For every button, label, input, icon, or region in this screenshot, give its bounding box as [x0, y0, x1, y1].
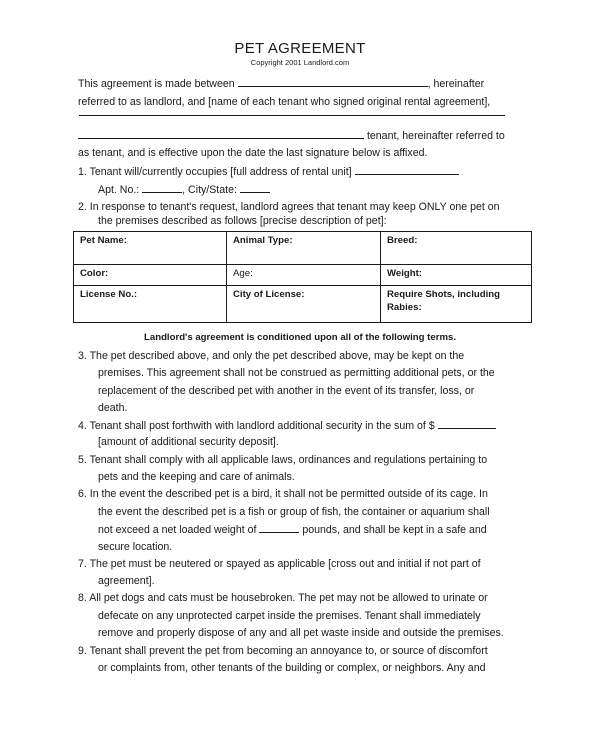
rental-address-field[interactable] [355, 165, 459, 175]
security-amount-field[interactable] [438, 419, 496, 429]
intro-line-3: tenant, hereinafter referred to [78, 129, 505, 143]
item-6-line-2: the event the described pet is a fish or group of fish, the container or aquarium shall [98, 506, 490, 518]
item-1-line-1: 1. Tenant will/currently occupies [full address of rental unit] [78, 165, 459, 179]
table-row [74, 265, 532, 286]
tenant-name-line-1[interactable] [79, 115, 505, 116]
item-8-line-3: remove and properly dispose of any and all pet waste inside and outside the premises. [98, 627, 504, 639]
age-cell[interactable]: Age: [227, 265, 381, 286]
city-state-field[interactable] [240, 183, 270, 193]
item-1-line-2: Apt. No.: , City/State: [98, 183, 270, 197]
item-9-line-2: or complaints from, other tenants of the building or complex, or neighbors. Any and [98, 662, 486, 674]
item-3-line-3: replacement of the described pet with another in the event of its transfer, loss, or [98, 385, 475, 397]
table-row [74, 232, 532, 265]
city-of-license-cell[interactable]: City of License: [227, 286, 381, 323]
item-6-line-1: 6. In the event the described pet is a bird, it shall not be permitted outside of its cage. In [78, 488, 488, 500]
intro-line-4: as tenant, and is effective upon the date the last signature below is affixed. [78, 147, 428, 159]
item-6-line-3: not exceed a net loaded weight of pounds, and shall be kept in a safe and [98, 524, 487, 536]
pet-description-table [73, 231, 532, 323]
animal-type-cell[interactable]: Animal Type: [227, 232, 381, 265]
item-8-line-2: defecate on any unprotected carpet inside the premises. Tenant shall immediately [98, 610, 481, 622]
conditions-heading: Landlord's agreement is conditioned upon all of the following terms. [144, 332, 456, 343]
item-5-line-2: pets and the keeping and care of animals. [98, 471, 295, 483]
apt-no-field[interactable] [142, 183, 182, 193]
item-3-line-4: death. [98, 402, 128, 414]
item-2-line-1: 2. In response to tenant's request, landlord agrees that tenant may keep ONLY one pet on [78, 201, 500, 213]
item-5-line-1: 5. Tenant shall comply with all applicable laws, ordinances and regulations pertaining to [78, 454, 488, 466]
tenant-name-field[interactable] [78, 129, 364, 139]
breed-cell[interactable]: Breed: [381, 232, 532, 265]
item-4-line-2: [amount of additional security deposit]. [98, 436, 279, 448]
item-9-line-1: 9. Tenant shall prevent the pet from becoming an annoyance to, or source of discomfort [78, 645, 488, 657]
item-7-line-2: agreement]. [98, 575, 155, 587]
max-weight-field[interactable] [259, 523, 299, 533]
license-no-cell[interactable]: License No.: [74, 286, 227, 323]
copyright-notice: Copyright 2001 Landlord.com [250, 58, 350, 67]
item-3-line-1: 3. The pet described above, and only the pet described above, may be kept on the [78, 350, 465, 362]
intro-line-2: referred to as landlord, and [name of each tenant who signed original rental agreement], [78, 96, 491, 108]
item-8-line-1: 8. All pet dogs and cats must be housebroken. The pet may not be allowed to urinate or [78, 592, 488, 604]
weight-cell[interactable]: Weight: [381, 265, 532, 286]
table-row [74, 286, 532, 323]
pet-name-cell[interactable]: Pet Name: [74, 232, 227, 265]
item-2-line-2: the premises described as follows [precise description of pet]: [98, 215, 387, 227]
landlord-name-field[interactable] [238, 77, 428, 87]
color-cell[interactable]: Color: [74, 265, 227, 286]
item-4-line-1: 4. Tenant shall post forthwith with landlord additional security in the sum of $ [78, 419, 496, 433]
require-shots-cell[interactable]: Require Shots, including Rabies: [381, 286, 532, 323]
item-7-line-1: 7. The pet must be neutered or spayed as applicable [cross out and initial if not part of [78, 558, 481, 570]
intro-line-1: This agreement is made between , hereinafter [78, 78, 485, 90]
item-6-line-4: secure location. [98, 541, 173, 553]
item-3-line-2: premises. This agreement shall not be construed as permitting additional pets, or the [98, 367, 495, 379]
document-title: PET AGREEMENT [234, 40, 366, 57]
